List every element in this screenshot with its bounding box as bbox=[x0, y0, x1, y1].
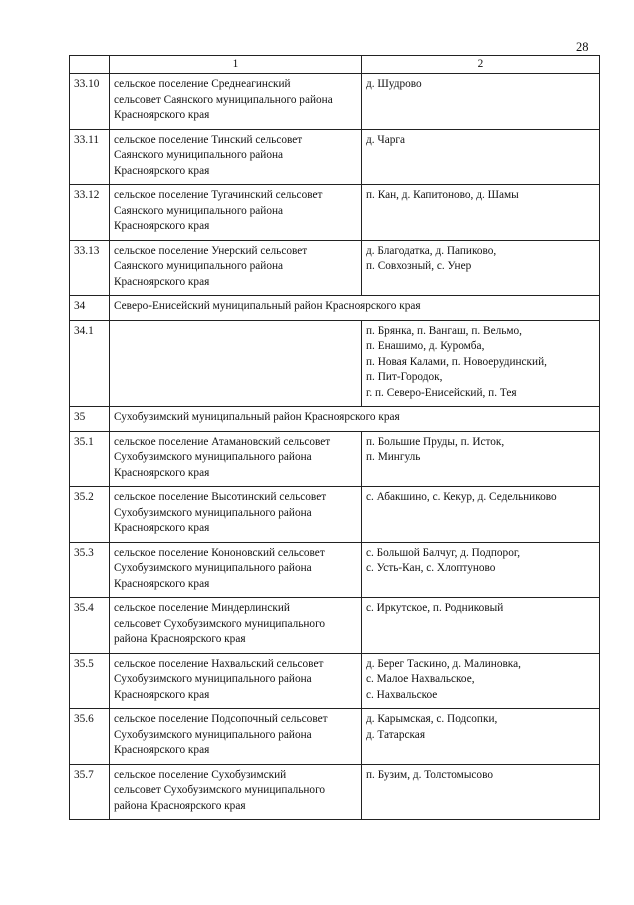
settlement-name-line: Сухобузимского муниципального района bbox=[114, 451, 312, 463]
locality-line: д. Татарская bbox=[366, 728, 426, 741]
table-row bbox=[70, 542, 600, 598]
locality-line: с. Абакшино, с. Кекур, д. Седельниково bbox=[366, 491, 557, 503]
header-cell-2: 2 bbox=[362, 56, 600, 74]
table-header-row bbox=[70, 56, 600, 74]
row-number: 35.4 bbox=[70, 598, 110, 654]
locality-line: д. Благодатка, д. Папиково, bbox=[366, 244, 497, 257]
settlement-name-line: Красноярского края bbox=[114, 522, 210, 534]
settlement-name-line: Красноярского края bbox=[114, 577, 210, 590]
table-row bbox=[70, 487, 600, 543]
settlement-name-line: сельсовет Сухобузимского муниципального bbox=[114, 784, 326, 796]
settlement-name-line: сельское поселение Тугачинский сельсовет bbox=[114, 189, 323, 201]
settlement-name-cell bbox=[110, 431, 362, 487]
settlement-name-line: сельское поселение Сухобузимский bbox=[114, 768, 287, 781]
table-row bbox=[70, 74, 600, 130]
table-row bbox=[70, 129, 600, 185]
locality-line: п. Совхозный, с. Унер bbox=[366, 260, 472, 272]
locality-line: п. Мингуль bbox=[366, 451, 421, 463]
locality-line: п. Кан, д. Капитоново, д. Шамы bbox=[366, 189, 519, 201]
settlement-name-line: сельское поселение Подсопочный сельсовет bbox=[114, 713, 328, 725]
locality-line: с. Малое Нахвальское, bbox=[366, 673, 475, 685]
settlement-name-cell bbox=[110, 653, 362, 709]
table-row bbox=[70, 709, 600, 765]
locality-line: д. Чарга bbox=[366, 133, 406, 146]
row-number: 35 bbox=[70, 407, 110, 432]
localities-cell bbox=[362, 764, 600, 820]
settlement-name-line: Красноярского края bbox=[114, 744, 210, 756]
locality-line: с. Нахвальское bbox=[366, 688, 438, 701]
settlement-name-line: сельское поселение Атамановский сельсовет bbox=[114, 435, 331, 448]
section-title: Северо-Енисейский муниципальный район Красноярского края bbox=[110, 296, 600, 321]
settlement-name-cell bbox=[110, 320, 362, 407]
settlement-name-line: Красноярского края bbox=[114, 688, 210, 701]
page-number: 28 bbox=[576, 40, 589, 54]
locality-line: с. Иркутское, п. Родниковый bbox=[366, 602, 504, 614]
row-number: 35.7 bbox=[70, 764, 110, 820]
settlements-table bbox=[69, 55, 600, 820]
localities-cell bbox=[362, 74, 600, 130]
row-number: 35.6 bbox=[70, 709, 110, 765]
locality-line: с. Усть-Кан, с. Хлоптуново bbox=[366, 562, 496, 574]
settlement-name-line: Саянского муниципального района bbox=[114, 260, 284, 272]
settlement-name-line: сельское поселение Среднеагинский bbox=[114, 78, 291, 90]
settlement-name-line: сельское поселение Миндерлинский bbox=[114, 602, 290, 614]
header-cell-number bbox=[70, 56, 110, 74]
localities-cell bbox=[362, 709, 600, 765]
row-number: 33.13 bbox=[70, 240, 110, 296]
settlement-name-cell bbox=[110, 709, 362, 765]
locality-line: г. п. Северо-Енисейский, п. Тея bbox=[366, 386, 517, 399]
settlement-name-cell bbox=[110, 764, 362, 820]
settlement-name-line: Красноярского края bbox=[114, 109, 210, 121]
settlement-name-cell bbox=[110, 487, 362, 543]
localities-cell bbox=[362, 487, 600, 543]
table-row bbox=[70, 320, 600, 407]
locality-line: с. Большой Балчуг, д. Подпорог, bbox=[366, 546, 521, 559]
locality-line: д. Берег Таскино, д. Малиновка, bbox=[366, 657, 521, 670]
table-row bbox=[70, 431, 600, 487]
row-number: 33.12 bbox=[70, 185, 110, 241]
locality-line: д. Карымская, с. Подсопки, bbox=[366, 713, 498, 725]
settlement-name-line: Саянского муниципального района bbox=[114, 149, 284, 161]
settlement-name-line: сельсовет Сухобузимского муниципального bbox=[114, 617, 326, 630]
settlement-name-cell bbox=[110, 542, 362, 598]
settlement-name-line: сельское поселение Кононовский сельсовет bbox=[114, 546, 325, 559]
settlement-name-line: Саянского муниципального района bbox=[114, 204, 284, 217]
settlement-name-line: Красноярского края bbox=[114, 275, 210, 288]
row-number: 33.11 bbox=[70, 129, 110, 185]
row-number: 35.3 bbox=[70, 542, 110, 598]
row-number: 34.1 bbox=[70, 320, 110, 407]
localities-cell bbox=[362, 129, 600, 185]
table-row bbox=[70, 764, 600, 820]
settlement-name-line: Сухобузимского муниципального района bbox=[114, 506, 312, 519]
table-row bbox=[70, 653, 600, 709]
localities-cell bbox=[362, 598, 600, 654]
header-cell-1: 1 bbox=[110, 56, 362, 74]
settlement-name-line: сельсовет Саянского муниципального района bbox=[114, 93, 333, 106]
locality-line: д. Шудрово bbox=[366, 78, 422, 90]
settlement-name-line: сельское поселение Тинский сельсовет bbox=[114, 133, 303, 146]
localities-cell bbox=[362, 185, 600, 241]
table-row bbox=[70, 240, 600, 296]
row-number: 33.10 bbox=[70, 74, 110, 130]
localities-cell bbox=[362, 653, 600, 709]
settlement-name-line: Сухобузимского муниципального района bbox=[114, 728, 312, 741]
settlement-name-cell bbox=[110, 185, 362, 241]
row-number: 35.5 bbox=[70, 653, 110, 709]
table-row bbox=[70, 185, 600, 241]
settlement-name-line: сельское поселение Высотинский сельсовет bbox=[114, 491, 327, 503]
row-number: 34 bbox=[70, 296, 110, 321]
localities-cell bbox=[362, 542, 600, 598]
localities-cell bbox=[362, 320, 600, 407]
settlement-name-cell bbox=[110, 74, 362, 130]
locality-line: п. Пит-Городок, bbox=[366, 371, 443, 383]
locality-line: п. Большие Пруды, п. Исток, bbox=[366, 435, 505, 448]
table-section-row bbox=[70, 407, 600, 432]
settlement-name-line: сельское поселение Унерский сельсовет bbox=[114, 244, 308, 257]
settlement-name-line: Сухобузимского муниципального района bbox=[114, 673, 312, 685]
locality-line: п. Енашимо, д. Куромба, bbox=[366, 340, 485, 352]
settlement-name-line: сельское поселение Нахвальский сельсовет bbox=[114, 657, 324, 670]
settlement-name-cell bbox=[110, 129, 362, 185]
section-title: Сухобузимский муниципальный район Красноярского края bbox=[110, 407, 600, 432]
settlement-name-line: района Красноярского края bbox=[114, 799, 246, 812]
locality-line: п. Брянка, п. Вангаш, п. Вельмо, bbox=[366, 324, 522, 337]
locality-line: п. Бузим, д. Толстомысово bbox=[366, 768, 493, 781]
settlement-name-line: Красноярского края bbox=[114, 220, 210, 232]
localities-cell bbox=[362, 431, 600, 487]
row-number: 35.1 bbox=[70, 431, 110, 487]
table-row bbox=[70, 598, 600, 654]
settlement-name-cell bbox=[110, 240, 362, 296]
table-body bbox=[70, 74, 600, 820]
settlement-name-line: Красноярского края bbox=[114, 164, 210, 177]
settlement-name-line: Красноярского края bbox=[114, 466, 210, 479]
locality-line: п. Новая Калами, п. Новоерудинский, bbox=[366, 355, 547, 368]
localities-cell bbox=[362, 240, 600, 296]
row-number: 35.2 bbox=[70, 487, 110, 543]
settlement-name-cell bbox=[110, 598, 362, 654]
settlement-name-line: района Красноярского края bbox=[114, 633, 246, 645]
settlement-name-line: Сухобузимского муниципального района bbox=[114, 562, 312, 574]
table-section-row bbox=[70, 296, 600, 321]
